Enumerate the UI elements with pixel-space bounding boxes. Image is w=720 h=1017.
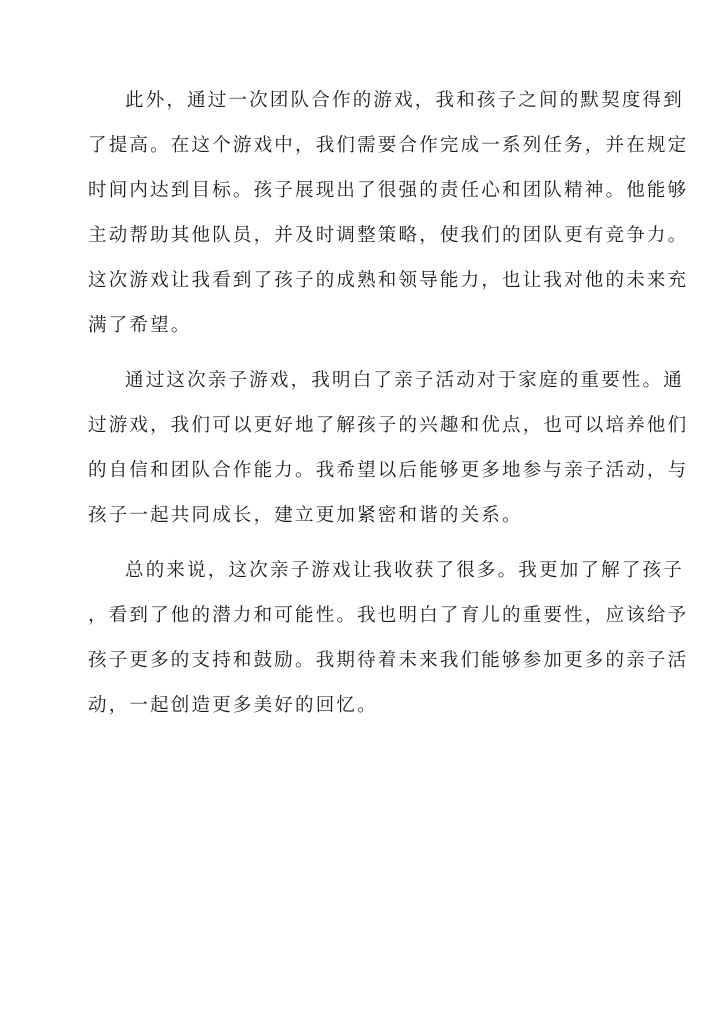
paragraph-line: 满了希望。 [88,315,192,336]
paragraph-line: 这次游戏让我看到了孩子的成熟和领导能力，也让我对他的未来充 [88,270,689,291]
paragraph-line: 孩子更多的支持和鼓励。我期待着未来我们能够参加更多的亲子活 [88,650,689,671]
paragraph-line: 过游戏，我们可以更好地了解孩子的兴趣和优点，也可以培养他们 [88,415,689,436]
paragraph-line: 总的来说，这次亲子游戏让我收获了很多。我更加了解了孩子 [125,560,684,581]
paragraph-3 [88,548,689,728]
paragraph-line: 主动帮助其他队员，并及时调整策略，使我们的团队更有竞争力。 [88,225,689,246]
paragraph-line: 动，一起创造更多美好的回忆。 [88,695,378,716]
paragraph-line: 了提高。在这个游戏中，我们需要合作完成一系列任务，并在规定 [88,135,689,156]
paragraph-line: ，看到了他的潜力和可能性。我也明白了育儿的重要性，应该给予 [88,605,689,626]
paragraph-line: 的自信和团队合作能力。我希望以后能够更多地参与亲子活动，与 [88,460,689,481]
paragraph-line: 通过这次亲子游戏，我明白了亲子活动对于家庭的重要性。通 [125,370,684,391]
paragraph-line: 此外，通过一次团队合作的游戏，我和孩子之间的默契度得到 [125,90,684,111]
paragraph-line: 时间内达到目标。孩子展现出了很强的责任心和团队精神。他能够 [88,180,689,201]
paragraph-1 [88,78,689,348]
paragraph-line: 孩子一起共同成长，建立更加紧密和谐的关系。 [88,505,523,526]
document-body [88,78,689,728]
paragraph-2 [88,358,689,538]
